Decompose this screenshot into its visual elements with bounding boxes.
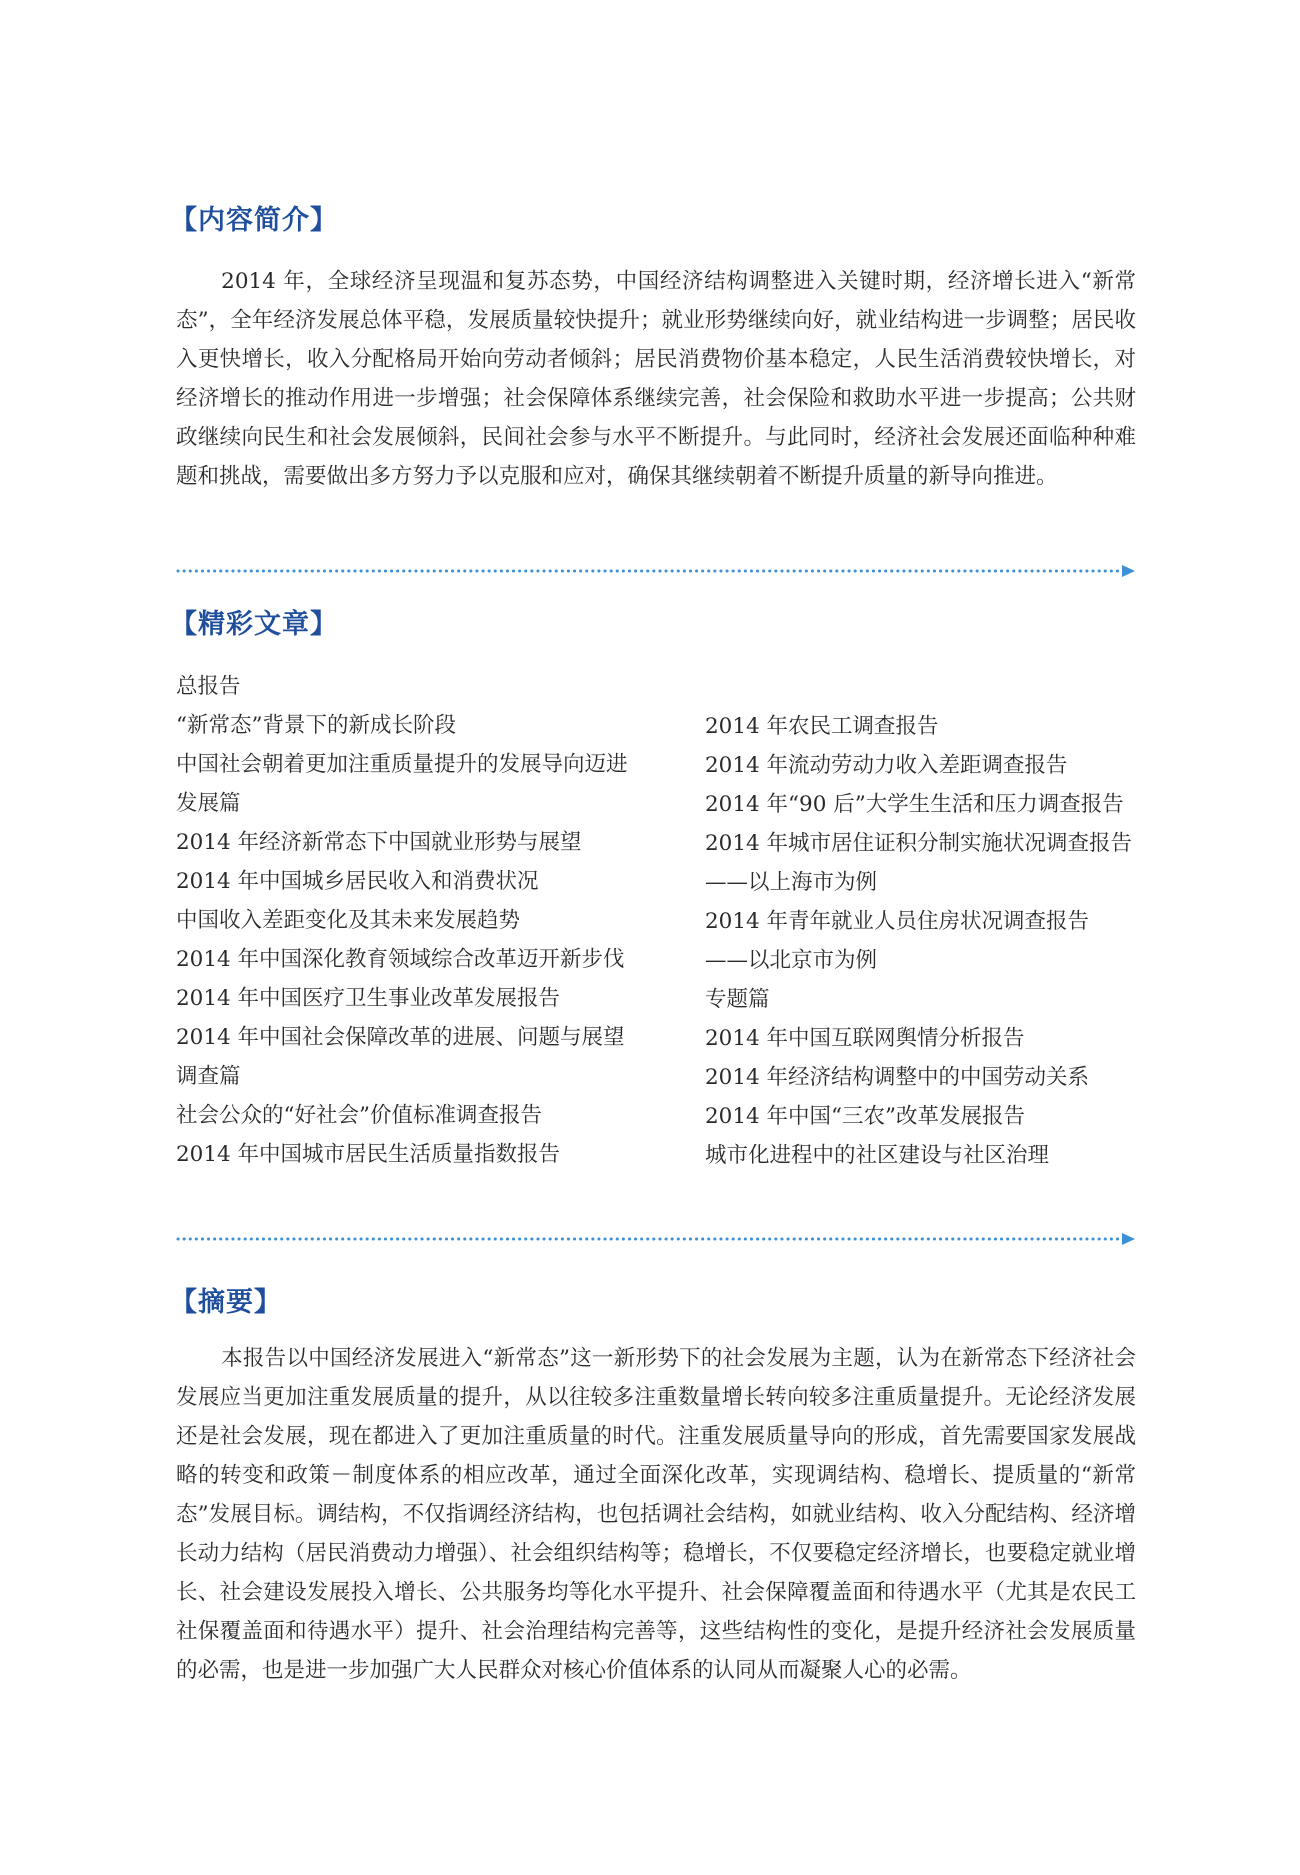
articles-heading: 【精彩文章】 [170,609,338,640]
list-item: 2014 年中国社会保障改革的进展、问题与展望 [176,1025,625,1050]
list-item: 2014 年流动劳动力收入差距调查报告 [705,753,1068,778]
list-item: 2014 年中国互联网舆情分析报告 [705,1026,1025,1051]
list-item: 2014 年“90 后”大学生生活和压力调查报告 [705,792,1124,817]
dotted-arrow-divider [176,564,1136,578]
list-item: 城市化进程中的社区建设与社区治理 [705,1143,1050,1168]
list-item: 2014 年中国城乡居民收入和消费状况 [176,869,539,894]
intro-paragraph: 2014 年，全球经济呈现温和复苏态势，中国经济结构调整进入关键时期，经济增长进入“新常态”，全年经济发展总体平稳，发展质量较快提升；就业形势继续向好，就业结构进一步调整；居民收入更快增长，收入分配格局开始向劳动者倾斜；居民消费物价基本稳定，人民生活消费较快增长，对经济增长的推动作用进一步增强；社会保障体系继续完善，社会保险和救助水平进一步提高；公共财政继续向民生和社会发展倾斜，民间社会参与水平不断提升。与此同时，经济社会发展还面临种种难题和挑战，需要做出多方努力予以克服和应对，确保其继续朝着不断提升质量的新导向推进。 [176,269,1136,489]
list-item: 总报告 [176,674,241,699]
abstract-paragraph: 本报告以中国经济发展进入“新常态”这一新形势下的社会发展为主题，认为在新常态下经济社会发展应当更加注重发展质量的提升，从以往较多注重数量增长转向较多注重质量提升。无论经济发展还是社会发展，现在都进入了更加注重质量的时代。注重发展质量导向的形成，首先需要国家发展战略的转变和政策－制度体系的相应改革，通过全面深化改革，实现调结构、稳增长、提质量的“新常态”发展目标。调结构，不仅指调经济结构，也包括调社会结构，如就业结构、收入分配结构、经济增长动力结构（居民消费动力增强）、社会组织结构等；稳增长，不仅要稳定经济增长，也要稳定就业增长、社会建设发展投入增长、公共服务均等化水平提升、社会保障覆盖面和待遇水平（尤其是农民工社保覆盖面和待遇水平）提升、社会治理结构完善等，这些结构性的变化，是提升经济社会发展质量的必需，也是进一步加强广大人民群众对核心价值体系的认同从而凝聚人心的必需。 [176,1346,1136,1683]
list-item: 中国社会朝着更加注重质量提升的发展导向迈进 [176,752,628,777]
list-item: “新常态”背景下的新成长阶段 [176,713,456,738]
list-item: ——以北京市为例 [705,948,878,973]
list-item: 2014 年中国医疗卫生事业改革发展报告 [176,986,561,1011]
list-item: 2014 年城市居住证积分制实施状况调查报告 [705,831,1133,856]
list-item: 发展篇 [176,791,241,816]
list-item: 2014 年经济结构调整中的中国劳动关系 [705,1065,1090,1090]
list-item: 2014 年青年就业人员住房状况调查报告 [705,909,1090,934]
list-item: 2014 年中国“三农”改革发展报告 [705,1104,1026,1129]
intro-heading: 【内容简介】 [170,205,338,236]
list-item: 2014 年经济新常态下中国就业形势与展望 [176,830,582,855]
articles-left-column [176,667,628,1174]
list-item: 社会公众的“好社会”价值标准调查报告 [176,1103,542,1128]
list-item: 2014 年农民工调查报告 [705,714,939,739]
list-item: ——以上海市为例 [705,870,878,895]
articles-right-column [705,707,1132,1175]
list-item: 调查篇 [176,1064,241,1089]
dotted-arrow-divider [176,1232,1136,1246]
list-item: 中国收入差距变化及其未来发展趋势 [176,908,521,933]
list-item: 2014 年中国城市居民生活质量指数报告 [176,1142,561,1167]
list-item: 专题篇 [705,987,770,1012]
list-item: 2014 年中国深化教育领域综合改革迈开新步伐 [176,947,625,972]
abstract-heading: 【摘要】 [170,1287,282,1318]
